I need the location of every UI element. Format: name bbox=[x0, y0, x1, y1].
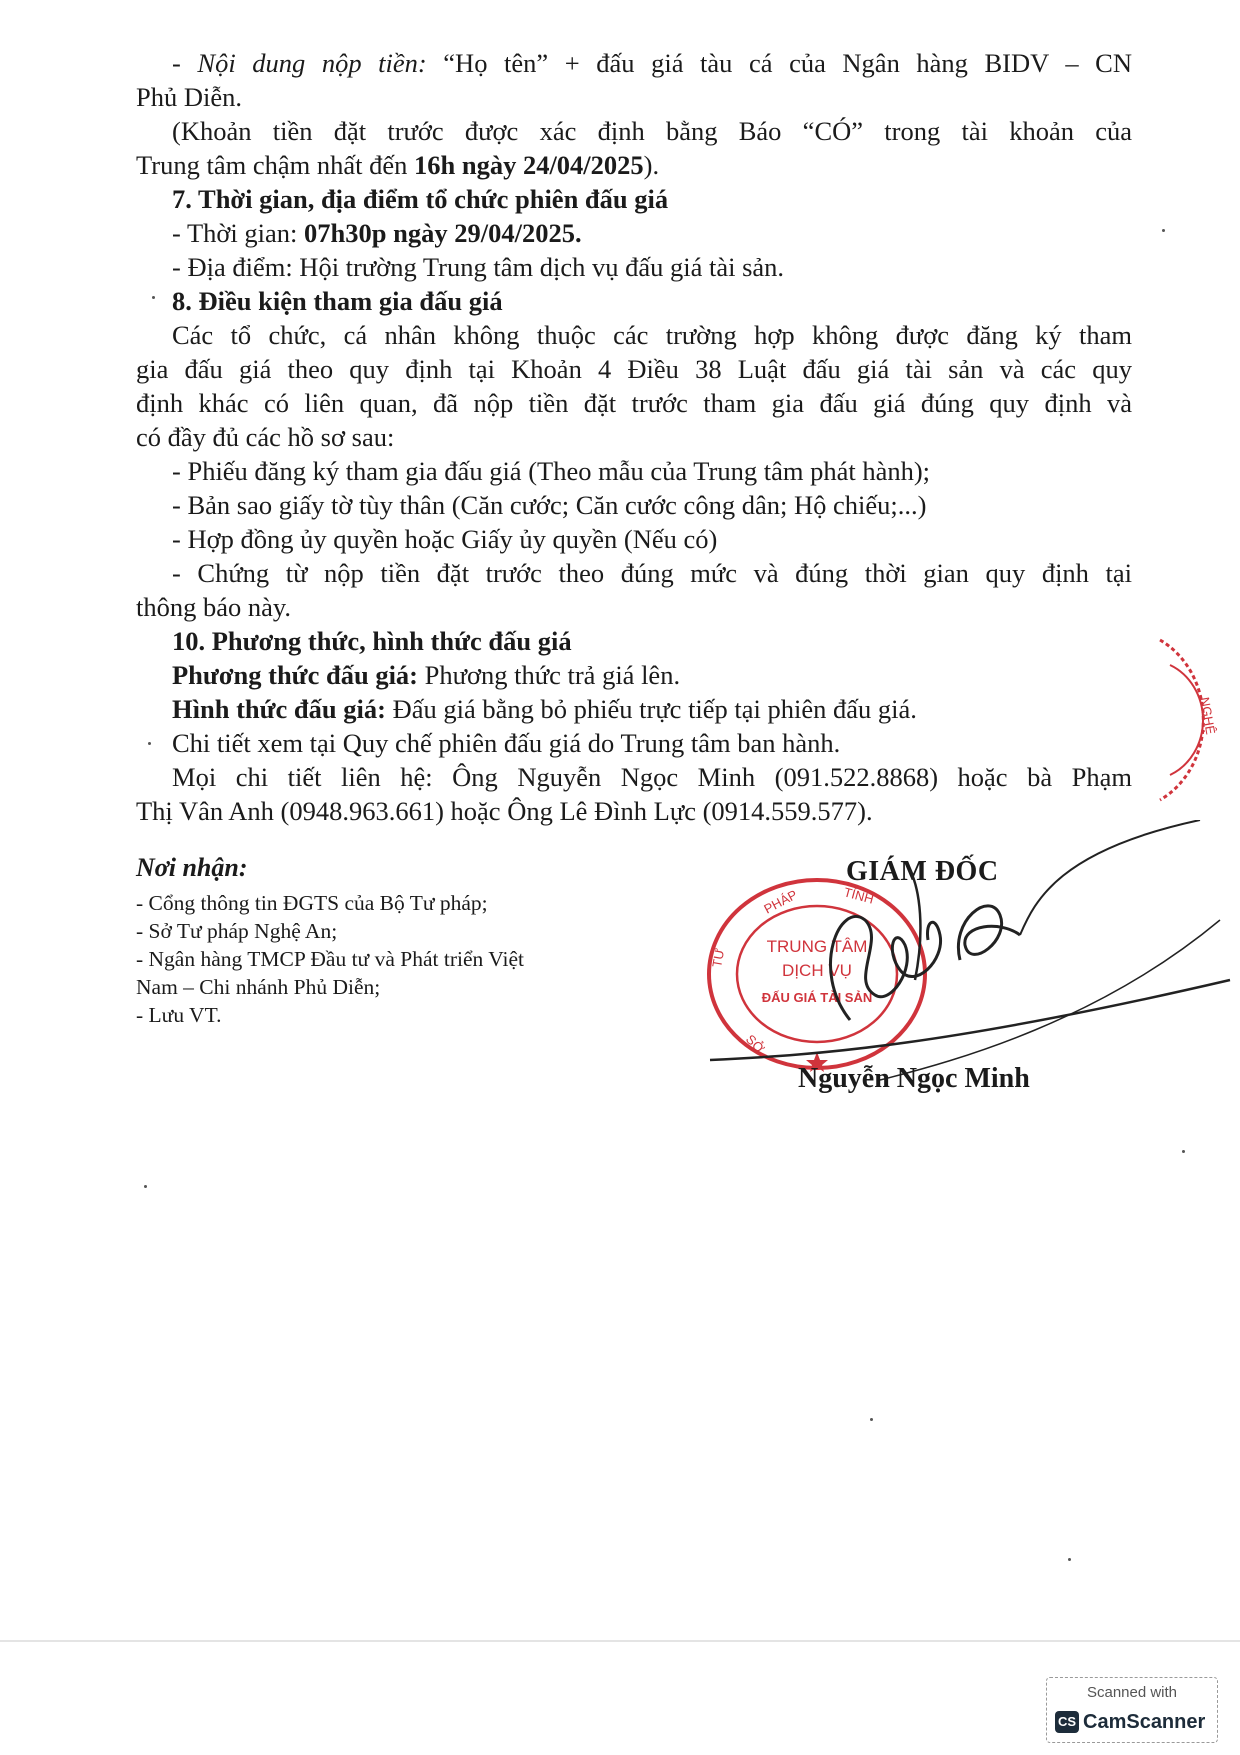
stamp-center-text: DỊCH VỤ bbox=[782, 961, 852, 980]
camscanner-name: CamScanner bbox=[1083, 1711, 1206, 1733]
body-line: thông báo này. bbox=[136, 592, 292, 622]
payment-content-text: “Họ tên” + đấu giá tàu cá của Ngân hàng BIDV – CN bbox=[426, 48, 1132, 78]
scan-speck bbox=[148, 742, 151, 745]
recipient-item: - Sở Tư pháp Nghệ An; bbox=[136, 919, 338, 943]
scan-speck bbox=[152, 296, 155, 299]
scan-speck bbox=[1162, 229, 1165, 232]
stamp-edge-partial bbox=[1150, 620, 1240, 820]
recipient-item: - Lưu VT. bbox=[136, 1003, 222, 1027]
body-line: định khác có liên quan, đã nộp tiền đặt trước tham gia đấu giá đúng quy định và bbox=[136, 388, 1132, 418]
camscanner-logo-icon: CS bbox=[1055, 1711, 1079, 1733]
body-line: gia đấu giá theo quy định tại Khoản 4 Điều 38 Luật đấu giá tài sản và các quy bbox=[136, 354, 1132, 384]
stamp-center-text: TRUNG TÂM bbox=[766, 937, 868, 956]
section-heading-10: 10. Phương thức, hình thức đấu giá bbox=[172, 626, 572, 656]
list-item: - Hợp đồng ủy quyền hoặc Giấy ủy quyền (Nếu có) bbox=[172, 524, 718, 554]
scan-speck bbox=[870, 1418, 873, 1421]
recipient-item: - Ngân hàng TMCP Đầu tư và Phát triển Việt bbox=[136, 947, 524, 971]
auction-time-value: 07h30p ngày 29/04/2025. bbox=[304, 218, 582, 248]
auction-time-label: - Thời gian: bbox=[172, 218, 305, 248]
contact-line: Mọi chi tiết liên hệ: Ông Nguyễn Ngọc Minh (091.522.8868) hoặc bà Phạm bbox=[172, 762, 1132, 792]
deadline-date: 16h ngày 24/04/2025 bbox=[413, 150, 644, 180]
scan-edge-line bbox=[0, 1640, 1240, 1642]
stamp-ring-text: TƯ bbox=[709, 947, 728, 969]
contact-line: Thị Vân Anh (0948.963.661) hoặc Ông Lê Đình Lực (0914.559.577). bbox=[136, 796, 873, 826]
list-item: - Phiếu đăng ký tham gia đấu giá (Theo mẫu của Trung tâm phát hành); bbox=[172, 456, 931, 486]
auction-location-line: - Địa điểm: Hội trường Trung tâm dịch vụ đấu giá tài sản. bbox=[172, 252, 785, 282]
handwritten-signature bbox=[700, 820, 1240, 1090]
body-line: (Khoản tiền đặt trước được xác định bằng Báo “CÓ” trong tài khoản của bbox=[172, 116, 1132, 146]
stamp-center-text: ĐẤU GIÁ TÀI SẢN bbox=[761, 990, 873, 1005]
body-line: Chi tiết xem tại Quy chế phiên đấu giá do Trung tâm ban hành. bbox=[172, 728, 841, 758]
deadline-suffix: ). bbox=[643, 150, 660, 180]
auction-method-label: Phương thức đấu giá: bbox=[172, 660, 419, 690]
body-line: Các tổ chức, cá nhân không thuộc các trường hợp không được đăng ký tham bbox=[172, 320, 1132, 350]
stamp-ring-text: SỞ bbox=[742, 1031, 768, 1057]
recipient-item: Nam – Chi nhánh Phủ Diễn; bbox=[136, 975, 381, 999]
auction-form-label: Hình thức đấu giá: bbox=[172, 694, 386, 724]
auction-method-value: Phương thức trả giá lên. bbox=[418, 660, 681, 690]
stamp-ring-text: TỈNH bbox=[842, 884, 876, 907]
body-line: có đầy đủ các hồ sơ sau: bbox=[136, 422, 395, 452]
signer-title: GIÁM ĐỐC bbox=[846, 856, 999, 887]
auction-form-line bbox=[172, 692, 1132, 726]
payment-content-line bbox=[172, 46, 1132, 80]
scan-speck bbox=[1068, 1558, 1071, 1561]
section-heading-8: 8. Điều kiện tham gia đấu giá bbox=[172, 286, 503, 316]
camscanner-caption: Scanned with bbox=[1086, 1684, 1178, 1701]
body-line: Phủ Diễn. bbox=[136, 82, 242, 112]
list-item: - Bản sao giấy tờ tùy thân (Căn cước; Căn cước công dân; Hộ chiếu;...) bbox=[172, 490, 927, 520]
stamp-ring-text: PHÁP bbox=[761, 886, 800, 917]
section-heading-7: 7. Thời gian, địa điểm tổ chức phiên đấu giá bbox=[172, 184, 669, 214]
auction-method-line bbox=[172, 658, 1132, 692]
auction-form-value: Đấu giá bằng bỏ phiếu trực tiếp tại phiên đấu giá. bbox=[385, 694, 917, 724]
payment-content-label: - Nội dung nộp tiền: bbox=[172, 48, 427, 78]
deadline-prefix: Trung tâm chậm nhất đến bbox=[136, 150, 414, 180]
scan-speck bbox=[1182, 1150, 1185, 1153]
camscanner-badge bbox=[1046, 1677, 1218, 1743]
scan-speck bbox=[144, 1185, 147, 1188]
stamp-edge-text: NGHỆ bbox=[1197, 695, 1219, 736]
recipient-item: - Cổng thông tin ĐGTS của Bộ Tư pháp; bbox=[136, 891, 488, 915]
list-item: - Chứng từ nộp tiền đặt trước theo đúng mức và đúng thời gian quy định tại bbox=[172, 558, 1132, 588]
auction-time-line bbox=[172, 216, 1132, 250]
recipients-title: Nơi nhận: bbox=[136, 853, 248, 882]
signer-name: Nguyễn Ngọc Minh bbox=[798, 1063, 1030, 1094]
deadline-line bbox=[136, 148, 1132, 182]
